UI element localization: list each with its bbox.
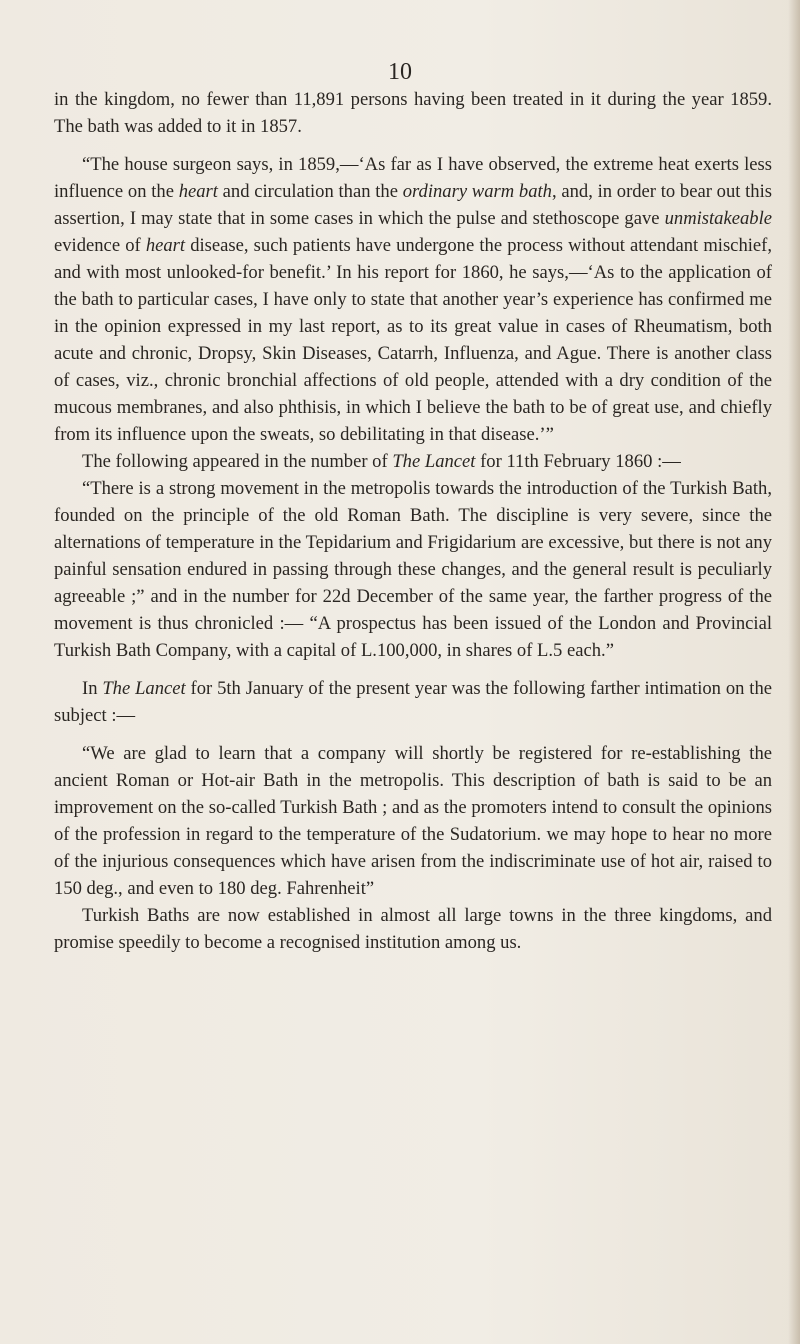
paragraph-6: “We are glad to learn that a company will shortly be registered for re-establishing the ancient Roman or Hot-air Bath in the metropolis. This description of bath is said to be an improvement on the so-called Turkish Bath ; and as the promoters intend to consult the opinions of the profession in regard to the temperature of the Sudatorium. we may hope to hear no more of the injurious consequences which have arisen from the indiscriminate use of hot air, raised to 150 deg., and even to 180 deg. Fahrenheit” xyxy=(54,743,772,899)
paragraph-7: Turkish Baths are now established in almost all large towns in the three kingdoms, and promise speedily to become a recognised institution among us. xyxy=(54,905,772,953)
paragraph-4: “There is a strong movement in the metropolis towards the introduction of the Turkish Bath, founded on the principle of the old Roman Bath. The discipline is very severe, since the alternations of temperature in the Tepidarium and Frigidarium are excessive, but there is not any painful sensation endured in passing through these changes, and the general result is peculiarly agreeable ;” and in the number for 22d December of the same year, the farther progress of the movement is thus chronicled :— “A prospectus has been issued of the London and Provincial Turkish Bath Company, with a capital of L.100,000, in shares of L.5 each.” xyxy=(54,478,772,661)
page-edge-shadow xyxy=(788,0,800,1344)
paragraph-1: in the kingdom, no fewer than 11,891 persons having been treated in it during the year 1859. The bath was added to it in 1857. xyxy=(54,89,772,137)
paragraph-5: In The Lancet for 5th January of the present year was the following farther intimation on the subject :— xyxy=(54,678,772,726)
paragraph-3: The following appeared in the number of The Lancet for 11th February 1860 :— xyxy=(82,451,681,472)
paragraph-2: “The house surgeon says, in 1859,—‘As far as I have observed, the extreme heat exerts less influence on the heart and circulation than the ordinary warm bath, and, in order to bear out this assertion, I may state that in some cases in which the pulse and stethoscope gave unmistakeable evidence of heart disease, such patients have undergone the process without attendant mischief, and with most unlooked-for benefit.’ In his report for 1860, he says,—‘As to the application of the bath to particular cases, I have only to state that another year’s experience has confirmed me in the opinion expressed in my last report, as to its great value in cases of Rheumatism, both acute and chronic, Dropsy, Skin Diseases, Catarrh, Influenza, and Ague. There is another class of cases, viz., chronic bronchial affections of old people, attended with a dry condition of the mucous membranes, and also phthisis, in which I believe the bath to be of great use, and chiefly from its influence upon the sweats, so debilitating in that disease.’” xyxy=(54,154,773,445)
page-number: 10 xyxy=(388,59,412,85)
body-text xyxy=(54,86,772,956)
